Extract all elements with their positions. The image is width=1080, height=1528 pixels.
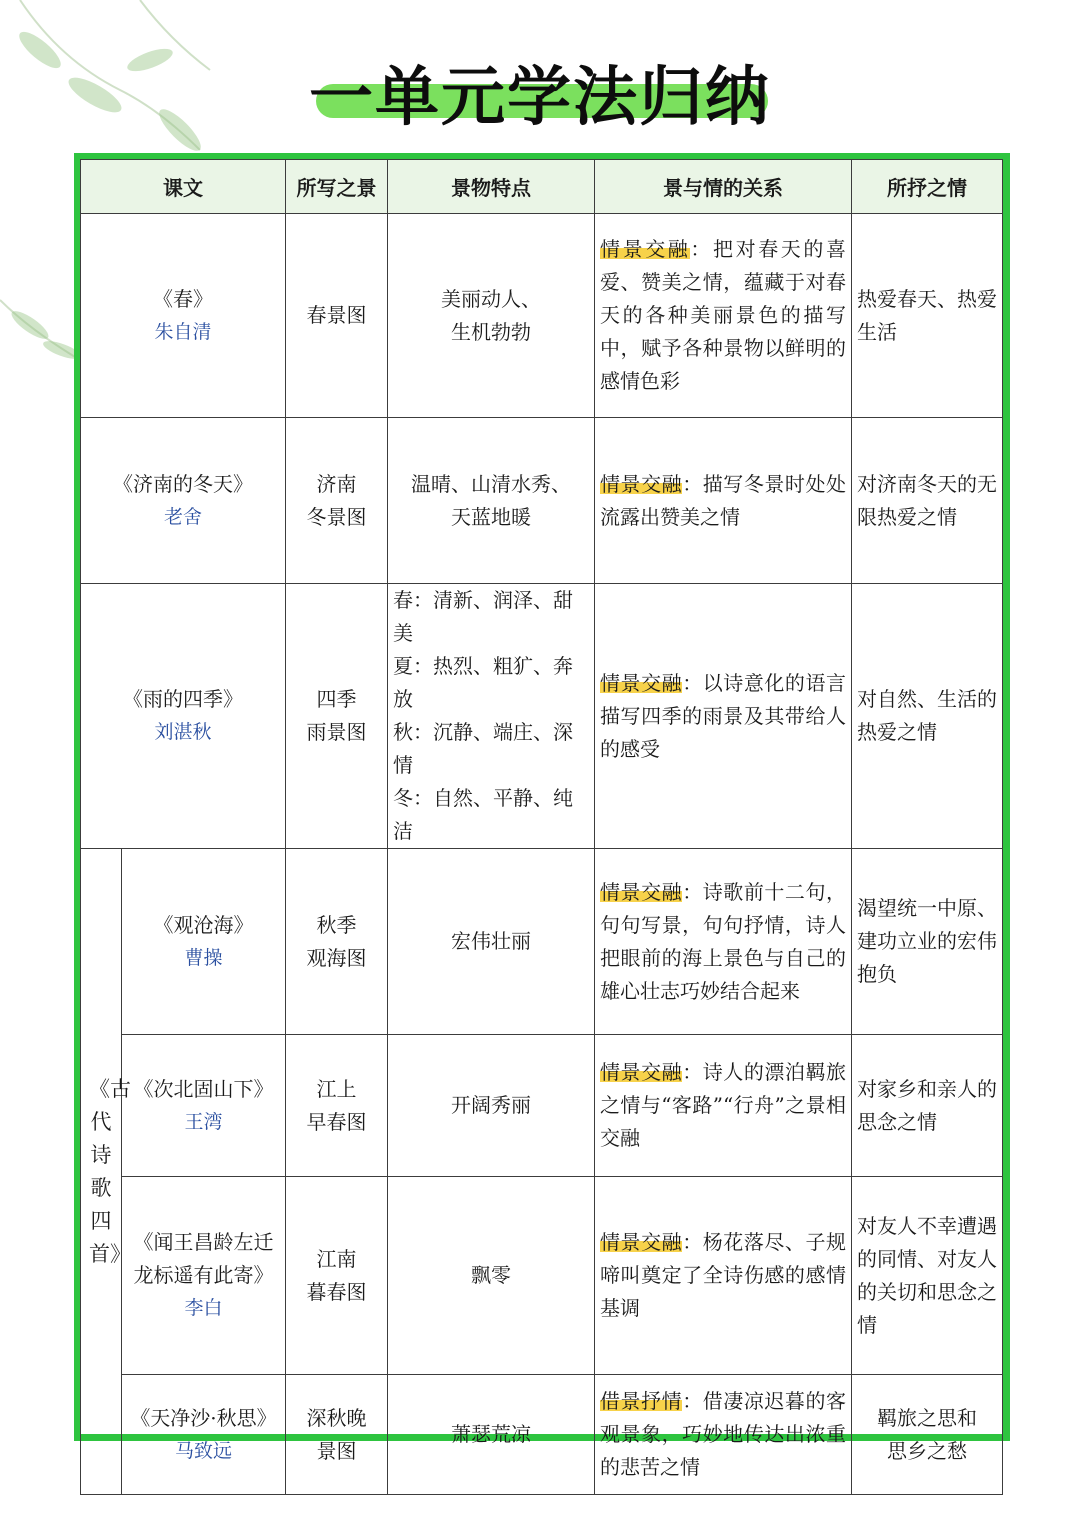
relation-cell (595, 1375, 852, 1495)
author-name: 老舍 (163, 505, 202, 528)
features-cell: 萧瑟荒凉 (388, 1375, 595, 1495)
text-title: 《天净沙·秋思》 (130, 1405, 277, 1430)
features-cell: 美丽动人、 生机勃勃 (388, 214, 595, 418)
group-label: 《古代诗歌四首》 (89, 1076, 131, 1266)
header-scene: 所写之景 (286, 160, 388, 214)
relation-tag: 情景交融 (600, 1230, 683, 1254)
emotion-cell: 对家乡和亲人的思念之情 (852, 1035, 1003, 1177)
text-cell (81, 418, 286, 584)
page-title: 一单元学法归纳 (309, 61, 771, 135)
table-row (81, 1375, 1003, 1495)
scene-cell: 深秋晚 景图 (286, 1375, 388, 1495)
author-name: 马致远 (174, 1439, 232, 1462)
table-row (81, 1035, 1003, 1177)
header-row (81, 160, 1003, 214)
text-title: 《闻王昌龄左迁龙标遥有此寄》 (133, 1230, 274, 1287)
features-cell: 开阔秀丽 (388, 1035, 595, 1177)
text-title: 《春》 (153, 286, 213, 311)
scene-cell: 济南 冬景图 (286, 418, 388, 584)
relation-tag: 情景交融 (600, 471, 683, 496)
relation-cell (595, 849, 852, 1035)
features-cell: 飘零 (388, 1177, 595, 1375)
relation-text: ：把对春天的喜爱、赞美之情，蕴藏于对春天的各种美丽景色的描写中，赋予各种景物以鲜明的感情色彩 (600, 237, 847, 393)
header-text: 课文 (81, 160, 286, 214)
relation-tag: 情景交融 (600, 670, 683, 695)
text-cell (122, 1177, 286, 1375)
relation-text: ：借凄凉迟暮的客观景象，巧妙地传达出浓重的悲苦之情 (600, 1389, 847, 1479)
relation-cell (595, 1177, 852, 1375)
text-cell (122, 1035, 286, 1177)
relation-cell (595, 214, 852, 418)
text-title: 《观沧海》 (153, 912, 254, 937)
scene-cell: 四季 雨景图 (286, 584, 388, 849)
scene-cell: 秋季 观海图 (286, 849, 388, 1035)
text-title: 《次北固山下》 (133, 1076, 274, 1101)
text-title: 《雨的四季》 (123, 687, 243, 711)
header-emotion: 所抒之情 (852, 160, 1003, 214)
emotion-cell: 热爱春天、热爱生活 (852, 214, 1003, 418)
relation-cell (595, 1035, 852, 1177)
author-name: 王湾 (184, 1110, 223, 1133)
features-cell: 温晴、山清水秀、 天蓝地暖 (388, 418, 595, 584)
scene-cell: 江南 暮春图 (286, 1177, 388, 1375)
table-row (81, 418, 1003, 584)
relation-cell (595, 584, 852, 849)
relation-tag: 情景交融 (600, 237, 691, 261)
table-row (81, 1177, 1003, 1375)
emotion-cell: 渴望统一中原、建功立业的宏伟抱负 (852, 849, 1003, 1035)
features-cell: 宏伟壮丽 (388, 849, 595, 1035)
author-name: 曹操 (184, 946, 223, 969)
header-relation: 景与情的关系 (595, 160, 852, 214)
emotion-cell: 对友人不幸遭遇的同情、对友人的关切和思念之情 (852, 1177, 1003, 1375)
features-cell: 春：清新、润泽、甜美 夏：热烈、粗犷、奔放 秋：沉静、端庄、深情 冬：自然、平静、纯洁 (388, 584, 595, 849)
page-title-area (0, 58, 1080, 138)
author-name: 刘湛秋 (154, 721, 212, 743)
table-row (81, 849, 1003, 1035)
author-name: 李白 (184, 1297, 223, 1319)
summary-table (80, 159, 1003, 1495)
scene-cell: 江上 早春图 (286, 1035, 388, 1177)
text-cell (122, 1375, 286, 1495)
relation-text: ：诗歌前十二句，句句写景，句句抒情，诗人把眼前的海上景色与自己的雄心壮志巧妙结合起来 (600, 879, 847, 1003)
group-cell (81, 849, 131, 1495)
relation-cell (595, 418, 852, 584)
emotion-cell: 羁旅之思和 思乡之愁 (852, 1375, 1003, 1495)
text-cell (81, 584, 286, 849)
relation-tag: 情景交融 (600, 1060, 683, 1084)
relation-text: ：杨花落尽、子规啼叫奠定了全诗伤感的感情基调 (600, 1230, 847, 1320)
header-features: 景物特点 (388, 160, 595, 214)
table-row (81, 584, 1003, 849)
scene-cell: 春景图 (286, 214, 388, 418)
author-name: 朱自清 (154, 320, 212, 343)
text-title: 《济南的冬天》 (113, 471, 253, 496)
text-cell (122, 849, 286, 1035)
table-row (81, 214, 1003, 418)
text-cell (81, 214, 286, 418)
emotion-cell: 对济南冬天的无限热爱之情 (852, 418, 1003, 584)
relation-text: ：诗人的漂泊羁旅之情与“客路”“行舟”之景相交融 (600, 1060, 847, 1150)
emotion-cell: 对自然、生活的热爱之情 (852, 584, 1003, 849)
relation-text: ：以诗意化的语言描写四季的雨景及其带给人的感受 (600, 670, 847, 761)
relation-text: ：描写冬景时处处流露出赞美之情 (600, 471, 847, 529)
relation-tag: 借景抒情 (600, 1389, 683, 1413)
relation-tag: 情景交融 (600, 879, 683, 904)
